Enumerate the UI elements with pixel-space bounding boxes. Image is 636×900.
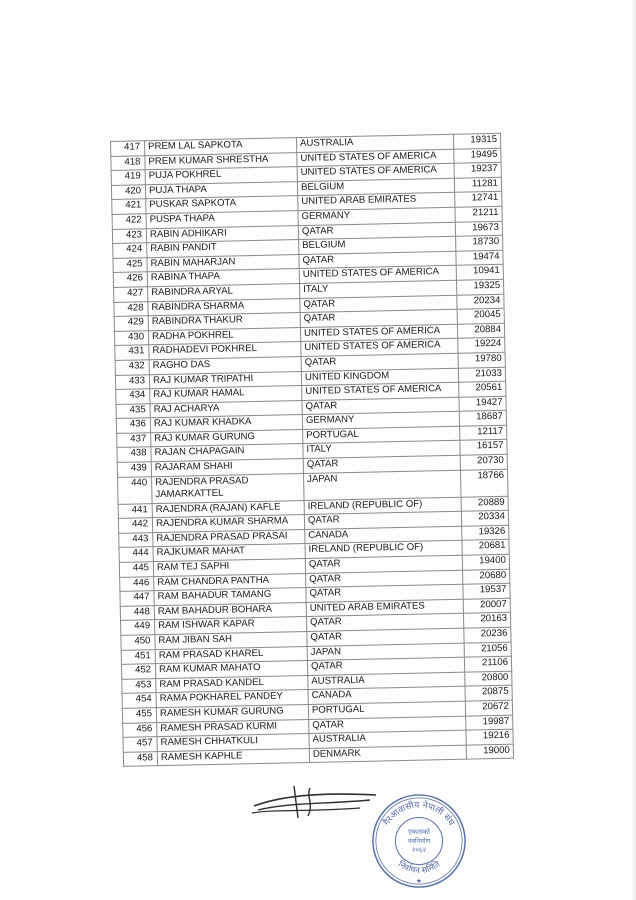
member-name-cell: RAM ISHWAR KAPAR bbox=[155, 617, 307, 635]
member-id-cell: 19000 bbox=[466, 744, 513, 760]
member-id-cell: 20234 bbox=[457, 294, 504, 310]
country-cell: UNITED STATES OF AMERICA bbox=[297, 149, 454, 167]
member-id-cell: 20681 bbox=[462, 540, 509, 556]
member-id-cell: 19987 bbox=[466, 715, 513, 731]
member-name-cell: PUJA POKHREL bbox=[145, 167, 297, 185]
row-number-cell: 450 bbox=[121, 635, 155, 650]
country-cell: QATAR bbox=[307, 614, 464, 632]
row-number-cell: 422 bbox=[112, 214, 146, 229]
member-id-cell: 20007 bbox=[463, 598, 510, 614]
member-name-cell: RABINA THAPA bbox=[147, 269, 299, 287]
member-id-cell: 19326 bbox=[462, 525, 509, 541]
member-name-cell: RABINDRA THAKUR bbox=[148, 313, 300, 331]
member-id-cell: 20561 bbox=[459, 381, 506, 397]
row-number-cell: 441 bbox=[118, 503, 152, 518]
member-name-cell: RAMESH CHHATKULI bbox=[157, 734, 309, 752]
row-number-cell: 439 bbox=[117, 462, 151, 477]
member-id-cell: 12117 bbox=[460, 425, 507, 441]
member-name-cell: RAJ KUMAR HAMAL bbox=[150, 386, 302, 404]
country-cell: CANADA bbox=[308, 687, 465, 705]
country-cell: UNITED STATES OF AMERICA bbox=[301, 339, 458, 357]
member-name-cell: RAMESH PRASAD KURMI bbox=[157, 719, 309, 737]
member-name-cell: PUSKAR SAPKOTA bbox=[146, 196, 298, 214]
member-id-cell: 18730 bbox=[456, 235, 503, 251]
row-number-cell: 435 bbox=[116, 403, 150, 418]
row-number-cell: 448 bbox=[120, 605, 154, 620]
row-number-cell: 417 bbox=[111, 141, 145, 156]
member-name-cell: RABIN PANDIT bbox=[147, 240, 299, 258]
row-number-cell: 426 bbox=[113, 272, 147, 287]
member-name-cell: RAM JIBAN SAH bbox=[155, 631, 307, 649]
member-id-cell: 19427 bbox=[459, 396, 506, 412]
row-number-cell: 442 bbox=[118, 518, 152, 533]
country-cell: QATAR bbox=[302, 397, 459, 415]
country-cell: QATAR bbox=[304, 511, 461, 529]
member-name-cell: PREM LAL SAPKOTA bbox=[145, 138, 297, 156]
row-number-cell: 430 bbox=[114, 330, 148, 345]
member-id-cell: 20680 bbox=[463, 569, 510, 585]
member-id-cell: 20045 bbox=[457, 308, 504, 324]
member-name-cell: RABINDRA ARYAL bbox=[148, 283, 300, 301]
country-cell: QATAR bbox=[307, 628, 464, 646]
country-cell: CANADA bbox=[305, 526, 462, 544]
member-table-body bbox=[111, 133, 514, 766]
svg-text:निर्वाचन समिति bbox=[397, 859, 442, 875]
row-number-cell: 453 bbox=[122, 678, 156, 693]
organization-seal bbox=[370, 792, 468, 890]
row-number-cell: 438 bbox=[117, 447, 151, 462]
member-name-cell: PUJA THAPA bbox=[145, 181, 297, 199]
country-cell: QATAR bbox=[303, 455, 460, 473]
seal-center-line-1: एकताको bbox=[408, 828, 430, 837]
country-cell: PORTUGAL bbox=[303, 426, 460, 444]
member-id-cell: 20163 bbox=[463, 613, 510, 629]
country-cell: AUSTRALIA bbox=[309, 730, 466, 748]
row-number-cell: 456 bbox=[123, 722, 157, 737]
row-number-cell: 431 bbox=[115, 345, 149, 360]
country-cell: QATAR bbox=[309, 716, 466, 734]
member-id-cell: 19315 bbox=[453, 133, 500, 149]
member-name-cell: RAJ ACHARYA bbox=[150, 400, 302, 418]
member-name-cell: RAJ KUMAR KHADKA bbox=[150, 415, 302, 433]
member-id-cell: 19780 bbox=[458, 352, 505, 368]
member-id-cell: 19474 bbox=[456, 250, 503, 266]
row-number-cell: 433 bbox=[115, 374, 149, 389]
row-number-cell: 421 bbox=[112, 199, 146, 214]
member-name-cell: RAM PRASAD KHAREL bbox=[155, 646, 307, 664]
country-cell: UNITED STATES OF AMERICA bbox=[299, 266, 456, 284]
member-name-cell: RAJ KUMAR TRIPATHI bbox=[149, 371, 301, 389]
seal-center-line-2: नवनिर्माण bbox=[407, 836, 431, 845]
row-number-cell: 455 bbox=[122, 708, 156, 723]
member-id-cell: 20334 bbox=[461, 510, 508, 526]
country-cell: QATAR bbox=[300, 295, 457, 313]
member-id-cell: 20884 bbox=[457, 323, 504, 339]
member-name-cell: RAM CHANDRA PANTHA bbox=[154, 573, 306, 591]
member-id-cell: 19224 bbox=[458, 338, 505, 354]
country-cell: QATAR bbox=[300, 309, 457, 327]
row-number-cell: 447 bbox=[120, 591, 154, 606]
member-name-cell: RAGHO DAS bbox=[149, 356, 301, 374]
member-id-cell: 11281 bbox=[454, 177, 501, 193]
member-name-cell: RAM KUMAR MAHATO bbox=[155, 661, 307, 679]
row-number-cell: 420 bbox=[111, 185, 145, 200]
row-number-cell: 436 bbox=[116, 418, 150, 433]
member-name-cell: RADHADEVI POKHREL bbox=[149, 342, 301, 360]
row-number-cell: 429 bbox=[114, 316, 148, 331]
member-name-cell: RAM BAHADUR TAMANG bbox=[154, 588, 306, 606]
country-cell: BELGIUM bbox=[297, 178, 454, 196]
member-id-cell: 18687 bbox=[459, 411, 506, 427]
member-name-cell: RABIN MAHARJAN bbox=[147, 254, 299, 272]
country-cell: UNITED STATES OF AMERICA bbox=[297, 163, 454, 181]
row-number-cell: 427 bbox=[114, 287, 148, 302]
member-name-cell: RAJKUMAR MAHAT bbox=[153, 544, 305, 562]
member-table bbox=[110, 133, 514, 767]
member-id-cell: 16157 bbox=[460, 440, 507, 456]
member-id-cell: 21106 bbox=[464, 656, 511, 672]
row-number-cell: 425 bbox=[113, 258, 147, 273]
country-cell: IRELAND (REPUBLIC OF) bbox=[305, 541, 462, 559]
row-number-cell: 423 bbox=[112, 228, 146, 243]
row-number-cell: 432 bbox=[115, 360, 149, 375]
member-name-cell: RAJ KUMAR GURUNG bbox=[151, 429, 303, 447]
row-number-cell: 440 bbox=[118, 476, 153, 504]
country-cell: UNITED STATES OF AMERICA bbox=[300, 324, 457, 342]
country-cell: QATAR bbox=[306, 584, 463, 602]
row-number-cell: 428 bbox=[114, 301, 148, 316]
country-cell: AUSTRALIA bbox=[308, 672, 465, 690]
member-id-cell: 10941 bbox=[456, 265, 503, 281]
seal-bottom-text: निर्वाचन समिति bbox=[396, 858, 442, 875]
row-number-cell: 445 bbox=[119, 562, 153, 577]
member-id-cell: 19673 bbox=[455, 221, 502, 237]
member-name-cell: RAM TEJ SAPHI bbox=[153, 559, 305, 577]
country-cell: PORTUGAL bbox=[308, 701, 465, 719]
country-cell: IRELAND (REPUBLIC OF) bbox=[304, 497, 461, 515]
country-cell: ITALY bbox=[303, 441, 460, 459]
seal-center-line-3: २०६२ bbox=[411, 845, 427, 854]
row-number-cell: 446 bbox=[120, 576, 154, 591]
member-id-cell: 19325 bbox=[456, 279, 503, 295]
member-name-cell: PUSPA THAPA bbox=[146, 211, 298, 229]
country-cell: QATAR bbox=[298, 222, 455, 240]
member-name-cell: RAJENDRA PRASAD PRASAI bbox=[153, 529, 305, 547]
member-name-cell: RAMA POKHAREL PANDEY bbox=[156, 690, 308, 708]
member-name-cell: RAM PRASAD KANDEL bbox=[156, 675, 308, 693]
member-name-cell: RADHA POKHREL bbox=[148, 327, 300, 345]
row-number-cell: 452 bbox=[121, 664, 155, 679]
row-number-cell: 458 bbox=[123, 751, 157, 766]
row-number-cell: 454 bbox=[122, 693, 156, 708]
member-id-cell: 21211 bbox=[455, 206, 502, 222]
row-number-cell: 449 bbox=[121, 620, 155, 635]
country-cell: ITALY bbox=[300, 280, 457, 298]
member-id-cell: 18766 bbox=[460, 469, 508, 497]
member-id-cell: 19237 bbox=[454, 163, 501, 179]
member-name-cell: RAJAN CHAPAGAIN bbox=[151, 444, 303, 462]
row-number-cell: 443 bbox=[119, 533, 153, 548]
country-cell: QATAR bbox=[299, 251, 456, 269]
country-cell: QATAR bbox=[301, 353, 458, 371]
member-id-cell: 19537 bbox=[463, 583, 510, 599]
member-name-cell: RAJARAM SHAHI bbox=[151, 459, 303, 477]
member-name-cell: RAMESH KAPHLE bbox=[157, 748, 309, 766]
country-cell: JAPAN bbox=[307, 643, 464, 661]
member-id-cell: 19400 bbox=[462, 554, 509, 570]
member-id-cell: 19216 bbox=[466, 729, 513, 745]
member-name-cell: RAJENDRA PRASAD JAMARKATTEL bbox=[152, 473, 305, 503]
member-id-cell: 19495 bbox=[454, 148, 501, 164]
member-id-cell: 21033 bbox=[458, 367, 505, 383]
country-cell: QATAR bbox=[306, 570, 463, 588]
member-id-cell: 21056 bbox=[464, 642, 511, 658]
country-cell: AUSTRALIA bbox=[296, 134, 453, 152]
country-cell: UNITED KINGDOM bbox=[301, 368, 458, 386]
country-cell: UNITED STATES OF AMERICA bbox=[302, 382, 459, 400]
member-id-cell: 20800 bbox=[465, 671, 512, 687]
country-cell: GERMANY bbox=[302, 412, 459, 430]
row-number-cell: 437 bbox=[117, 433, 151, 448]
row-number-cell: 424 bbox=[113, 243, 147, 258]
member-id-cell: 20236 bbox=[464, 627, 511, 643]
member-id-cell: 20730 bbox=[460, 454, 507, 470]
country-cell: DENMARK bbox=[309, 745, 466, 763]
signature-mark bbox=[250, 782, 380, 822]
member-name-cell: RABIN ADHIKARI bbox=[146, 225, 298, 243]
country-cell: GERMANY bbox=[298, 207, 455, 225]
country-cell: QATAR bbox=[307, 657, 464, 675]
country-cell: JAPAN bbox=[303, 470, 461, 500]
row-number-cell: 444 bbox=[119, 547, 153, 562]
row-number-cell: 457 bbox=[123, 737, 157, 752]
row-number-cell: 418 bbox=[111, 155, 145, 170]
star-icon: ★ bbox=[415, 877, 423, 886]
member-id-cell: 20672 bbox=[465, 700, 512, 716]
country-cell: UNITED ARAB EMIRATES bbox=[306, 599, 463, 617]
country-cell: UNITED ARAB EMIRATES bbox=[298, 193, 455, 211]
row-number-cell: 451 bbox=[121, 649, 155, 664]
seal-outer-text: गैरआवासीय नेपाली संघ bbox=[382, 800, 456, 828]
member-id-cell: 12741 bbox=[455, 192, 502, 208]
member-id-cell: 20889 bbox=[461, 496, 508, 512]
row-number-cell: 434 bbox=[116, 389, 150, 404]
row-number-cell: 419 bbox=[111, 170, 145, 185]
member-name-cell: RAMESH KUMAR GURUNG bbox=[156, 704, 308, 722]
member-id-cell: 20875 bbox=[465, 686, 512, 702]
member-name-cell: RAM BAHADUR BOHARA bbox=[154, 602, 306, 620]
member-name-cell: RABINDRA SHARMA bbox=[148, 298, 300, 316]
member-name-cell: PREM KUMAR SHRESTHA bbox=[145, 152, 297, 170]
member-name-cell: RAJENDRA (RAJAN) KAFLE bbox=[152, 500, 304, 518]
country-cell: BELGIUM bbox=[299, 236, 456, 254]
member-name-cell: RAJENDRA KUMAR SHARMA bbox=[152, 515, 304, 533]
country-cell: QATAR bbox=[305, 555, 462, 573]
